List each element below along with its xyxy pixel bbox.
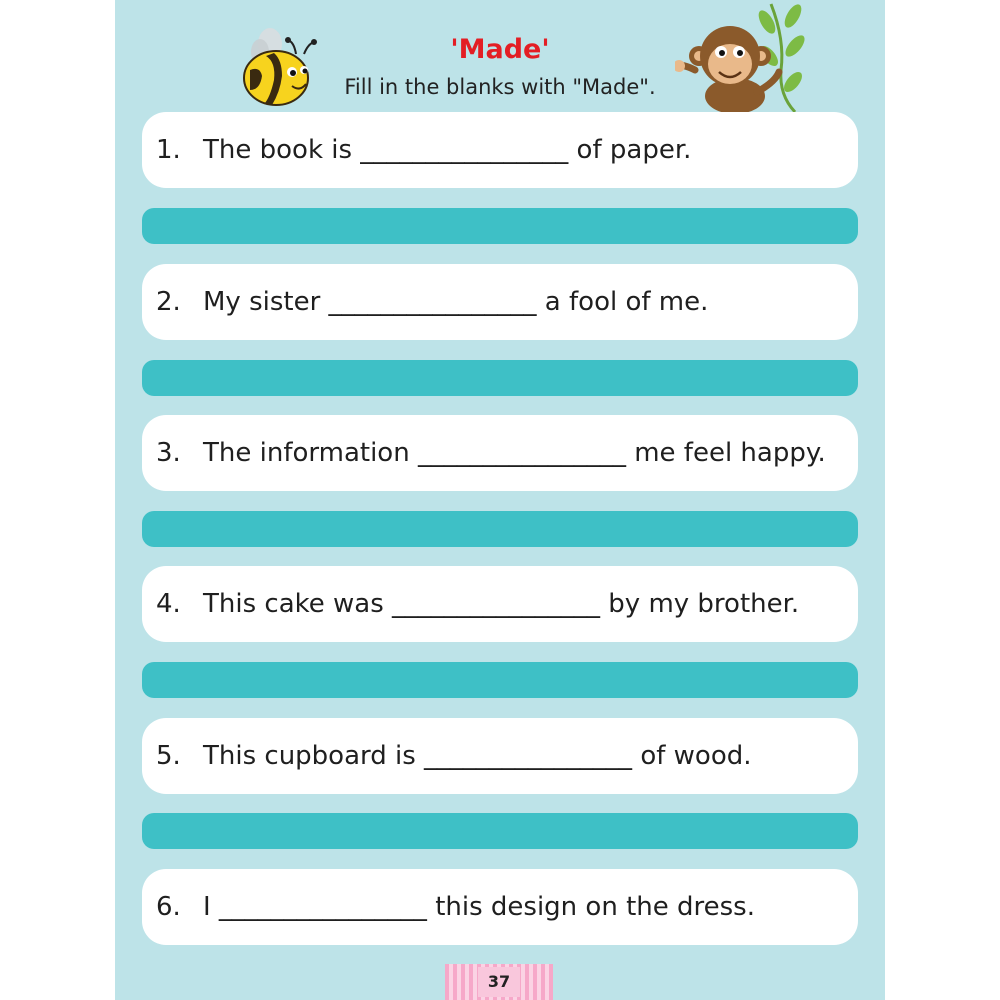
question-number: 2.	[156, 287, 181, 317]
answer-bar[interactable]	[142, 813, 858, 849]
question-card	[142, 264, 858, 340]
page-number: 37	[478, 967, 520, 997]
question-text: I ________________ this design on the dress.	[203, 892, 755, 922]
answer-bar[interactable]	[142, 360, 858, 396]
question-card	[142, 869, 858, 945]
question-number: 1.	[156, 135, 181, 165]
question-card	[142, 112, 858, 188]
question-text: This cupboard is ________________ of wood.	[203, 741, 752, 771]
worksheet-page	[115, 0, 885, 1000]
answer-bar[interactable]	[142, 208, 858, 244]
question-text: My sister ________________ a fool of me.	[203, 287, 709, 317]
question-text: This cake was ________________ by my brother.	[203, 589, 800, 619]
question-text: The information ________________ me feel happy.	[203, 438, 826, 468]
question-card	[142, 718, 858, 794]
question-card	[142, 566, 858, 642]
page-number-tab	[445, 964, 553, 1000]
question-text: The book is ________________ of paper.	[203, 135, 692, 165]
question-number: 4.	[156, 589, 181, 619]
question-number: 6.	[156, 892, 181, 922]
monkey-icon	[675, 0, 825, 115]
worksheet-instructions: Fill in the blanks with "Made".	[344, 75, 656, 99]
answer-bar[interactable]	[142, 511, 858, 547]
question-number: 5.	[156, 741, 181, 771]
question-card	[142, 415, 858, 491]
worksheet-title: 'Made'	[450, 34, 550, 65]
answer-bar[interactable]	[142, 662, 858, 698]
question-number: 3.	[156, 438, 181, 468]
